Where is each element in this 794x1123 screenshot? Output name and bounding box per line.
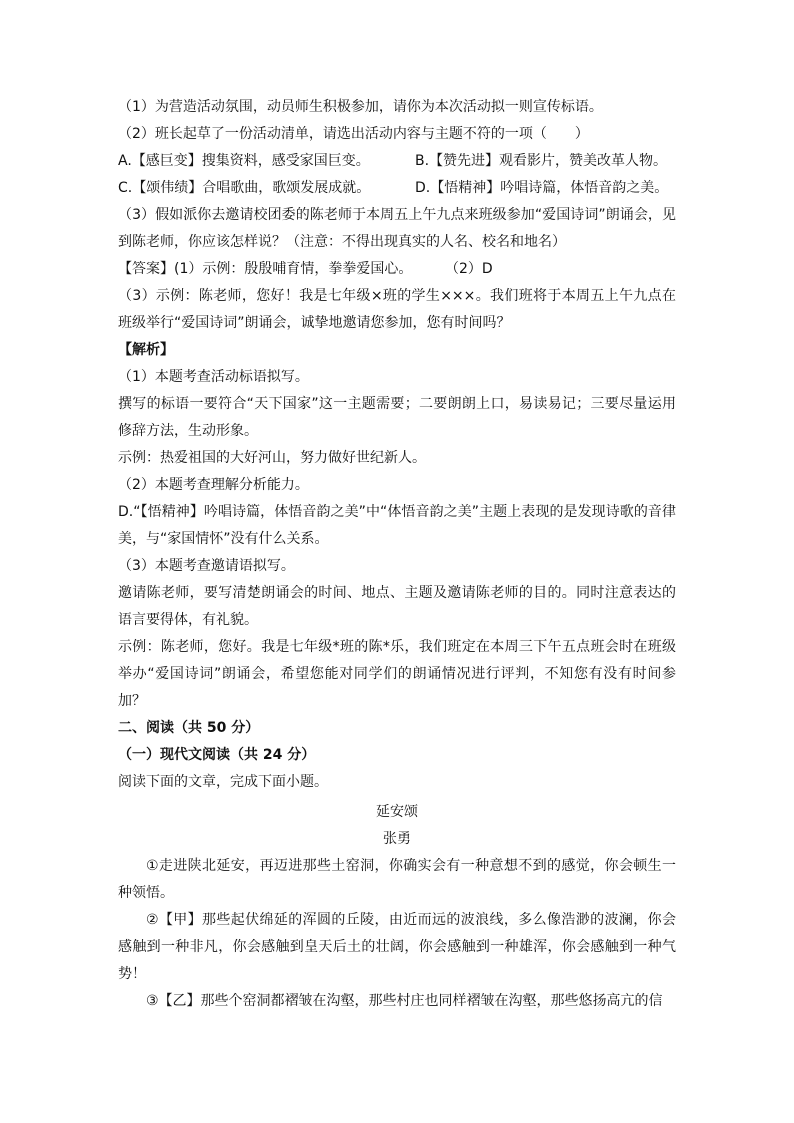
option-c: C.【颂伟绩】合唱歌曲，歌颂发展成就。 — [118, 180, 371, 196]
article-paragraph-3: ③【乙】那些个窑洞都褶皱在沟壑，那些村庄也同样褶皱在沟壑，那些悠扬高亢的信 — [146, 993, 663, 1009]
analysis-title: 【解析】 — [118, 342, 174, 358]
option-a: A.【感巨变】搜集资料，感受家国巨变。 — [118, 153, 370, 169]
article-paragraph-1: ①走进陕北延安，再迈进那些土窑洞，你确实会有一种意想不到的感觉，你会顿生一种领悟。 — [118, 858, 676, 901]
answer-row — [118, 256, 676, 283]
article-title: 延安颂 — [376, 804, 418, 820]
article-author: 张勇 — [383, 831, 411, 847]
answer-part-3: （3）示例：陈老师，您好！我是七年级×班的学生×××。我们班将于本周五上午九点在班级举行“爱国诗词”朗诵会，诚挚地邀请您参加，您有时间吗？ — [118, 288, 676, 331]
document-content — [118, 94, 676, 1015]
analysis-line-6: （3）本题考查邀请语拟写。 — [118, 558, 295, 574]
question-1: （1）为营造活动氛围，动员师生积极参加，请你为本次活动拟一则宣传标语。 — [118, 99, 603, 115]
analysis-line-2: 撰写的标语一要符合“天下国家”这一主题需要；二要朗朗上口，易读易记；三要尽量运用修辞方法，生动形象。 — [118, 396, 676, 439]
options-row-1 — [118, 148, 676, 175]
answer-part-2: （2）D — [445, 261, 493, 277]
analysis-line-8: 示例：陈老师，您好。我是七年级*班的陈*乐，我们班定在本周三下午五点班会时在班级举办“爱国诗词”朗诵会，希望您能对同学们的朗诵情况进行评判，不知您有没有时间参加？ — [118, 639, 676, 709]
analysis-line-3: 示例：热爱祖国的大好河山，努力做好世纪新人。 — [118, 450, 426, 466]
question-2: （2）班长起草了一份活动清单，请选出活动内容与主题不符的一项（ ） — [118, 126, 589, 142]
subsection-heading: （一）现代文阅读（共 24 分） — [118, 747, 316, 763]
analysis-line-5: D.“【悟精神】吟唱诗篇，体悟音韵之美”中“体悟音韵之美”主题上表现的是发现诗歌的音律美，与“家国情怀”没有什么关系。 — [118, 504, 676, 547]
option-b: B.【赞先进】观看影片，赞美改革人物。 — [415, 153, 668, 169]
section-heading: 二、阅读（共 50 分） — [118, 720, 260, 736]
question-3: （3）假如派你去邀请校团委的陈老师于本周五上午九点来班级参加“爱国诗词”朗诵会，见到陈老师，你应该怎样说？（注意：不得出现真实的人名、校名和地名） — [118, 207, 676, 250]
analysis-line-4: （2）本题考查理解分析能力。 — [118, 477, 309, 493]
option-d: D.【悟精神】吟唱诗篇，体悟音韵之美。 — [415, 180, 669, 196]
reading-instruction: 阅读下面的文章，完成下面小题。 — [118, 774, 328, 790]
options-row-2 — [118, 175, 676, 202]
analysis-line-1: （1）本题考查活动标语拟写。 — [118, 369, 309, 385]
analysis-line-7: 邀请陈老师，要写清楚朗诵会的时间、地点、主题及邀请陈老师的目的。同时注意表达的语言要得体，有礼貌。 — [118, 585, 676, 628]
article-paragraph-2: ②【甲】那些起伏绵延的浑圆的丘陵，由近而远的波浪线，多么像浩渺的波澜，你会感触到一种非凡，你会感触到皇天后土的壮阔，你会感触到一种雄浑，你会感触到一种气势！ — [118, 912, 676, 982]
answer-part-1: 【答案】(1）示例：殷殷哺育情，拳拳爱国心。 — [118, 261, 413, 277]
